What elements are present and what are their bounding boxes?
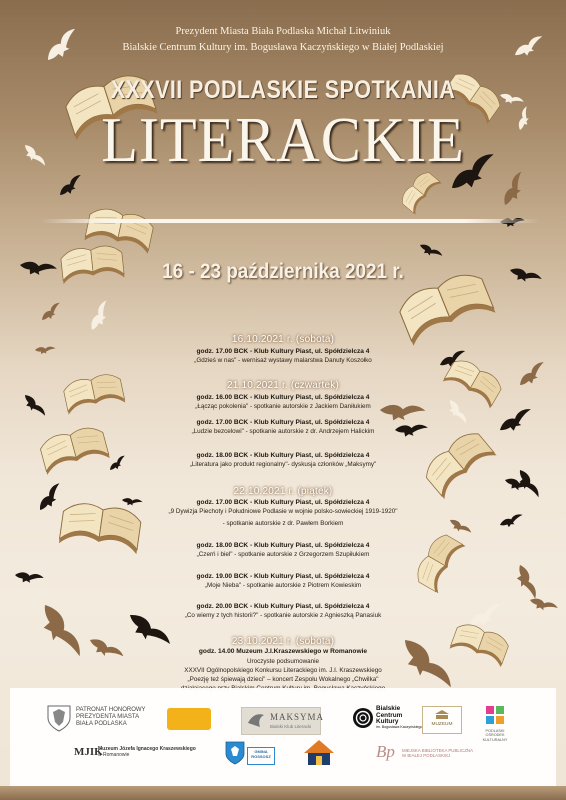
title-divider [40, 219, 540, 223]
pok-line: OŚRODEK [485, 733, 505, 738]
patronage-line: PREZYDENTA MIASTA [76, 713, 140, 720]
event-time: godz. 17.00 BCK - Klub Kultury Piast, ul. Spółdzielcza 4 [196, 348, 370, 355]
title-edition: XXXVII PODLASKIE SPOTKANIA [110, 76, 456, 104]
day-heading-1: 16.10.2021 r. (sobota) [231, 334, 335, 345]
event-time: godz. 16.00 BCK - Klub Kultury Piast, ul. Spółdzielcza 4 [196, 394, 370, 401]
bck-line: Kultury [376, 718, 399, 726]
event-time: godz. 18.00 BCK - Klub Kultury Piast, ul. Spółdzielcza 4 [196, 542, 370, 549]
library-line: W BIAŁEJ PODLASKIEJ [402, 753, 451, 759]
bird-icon [246, 711, 268, 731]
maksyma-title: MAKSYMA [270, 712, 325, 722]
patronage-line: PATRONAT HONOROWY [76, 707, 146, 713]
event-description: - spotkanie autorskie z dr. Pawłem Borkiem [222, 520, 344, 527]
coat-of-arms-icon [46, 704, 72, 732]
maksyma-logo [241, 707, 325, 735]
bck-line: Bialskie [376, 705, 401, 712]
sponsors-footer [10, 688, 556, 786]
kraszewski-line: Muzeum Józefa Ignacego Kraszewskiego [98, 746, 196, 752]
pok-line: PODLASKI [485, 729, 505, 733]
gmina-crest-icon [225, 741, 245, 765]
bck-logo-text [376, 706, 423, 730]
gmina-line: ROSSOSZ [251, 753, 271, 759]
day-heading-3: 22.10.2021 r. (piątek) [233, 486, 333, 497]
event-description: Uroczyste podsumowanie [246, 658, 320, 665]
day-heading-2: 21.10.2021 r. (czwartek) [226, 380, 340, 391]
event-description: „Literatura jako produkt regionalny"- dyskusja członków „Maksymy" [189, 461, 377, 468]
event-description: „Czerń i biel" - spotkanie autorskie z Grzegorzem Szupiłukiem [196, 551, 370, 558]
gmina-line: GMINA [254, 749, 268, 754]
kraszewski-line: w Romanowie [98, 751, 130, 758]
event-dates: 16 - 23 października 2021 r. [162, 260, 404, 283]
title-main: LITERACKIE [101, 104, 465, 175]
library-text [402, 748, 473, 758]
event-time: godz. 14.00 Muzeum J.I.Kraszewskiego w Romanowie [198, 648, 368, 655]
gmina-logo [247, 747, 275, 765]
kraszewski-museum-logo: MJIK [74, 746, 103, 758]
event-description: „Gdzieś w nas" - wernisaż wystawy malarstwa Danuty Koszołko [194, 357, 372, 364]
kraszewski-museum-text [98, 747, 196, 759]
event-time: godz. 17.00 BCK - Klub Kultury Piast, ul. Spółdzielcza 4 [196, 499, 370, 506]
pok-text [478, 729, 512, 742]
museum-icon [434, 710, 450, 720]
patronage-text [76, 707, 146, 728]
day-heading-4: 23.10.2021 r. (sobota) [231, 636, 335, 647]
organizer-line-2: Bialskie Centrum Kultury im. Bogusława Kaczyńskiego w Białej Podlaskiej [122, 42, 444, 53]
house-logo-icon [302, 737, 336, 767]
patronage-line: BIAŁA PODLASKA [76, 720, 127, 727]
event-time: godz. 18.00 BCK - Klub Kultury Piast, ul. Spółdzielcza 4 [196, 452, 370, 459]
bck-subtitle: im. Bogusława Kaczyńskiego [376, 725, 423, 730]
bck-line: Centrum [376, 711, 403, 719]
bck-spiral-icon [352, 707, 374, 729]
maksyma-subtitle: Bialski Klub Literacki [270, 724, 312, 729]
event-description: „Poezję też śpiewają dzieci" – koncert Zespołu Wokalnego „Chwilka" [187, 676, 379, 683]
event-time: godz. 20.00 BCK - Klub Kultury Piast, ul. Spółdzielcza 4 [196, 603, 370, 610]
muzeum-label: MUZEUM [431, 722, 453, 727]
organizer-line: Prezydent Miasta Biała Podlaska Michał Litwiniuk [175, 26, 391, 37]
event-description: „Co wiemy z tych historii?" - spotkanie autorskie z Agnieszką Panasiuk [184, 612, 382, 619]
sponsor-logo-yellow [167, 708, 211, 730]
event-description: „9 Dywizja Piechoty i Południowe Podlasie w wojnie polsko-sowieckiej 1919-1920" [168, 508, 398, 515]
event-description: „Moje Nieba" - spotkanie autorskie z Piotrem Kowieskim [204, 582, 362, 589]
library-line: MIEJSKA BIBLIOTEKA PUBLICZNA [402, 748, 474, 753]
muzeum-logo [422, 706, 462, 734]
library-logo-mark: Bp [376, 742, 395, 761]
event-time: godz. 17.00 BCK - Klub Kultury Piast, ul. Spółdzielcza 4 [196, 419, 370, 426]
bottom-band [0, 786, 566, 800]
event-time: godz. 19.00 BCK - Klub Kultury Piast, ul. Spółdzielcza 4 [196, 573, 370, 580]
pok-logo [484, 706, 506, 728]
event-description: „Łącząc pokolenia" - spotkanie autorskie z Jackiem Daniłukiem [195, 403, 371, 410]
pok-line: KULTURALNY [482, 737, 508, 742]
event-description: „Ludzie bezcelowi" - spotkanie autorskie z dr. Andrzejem Halickim [191, 428, 375, 435]
event-description: XXXVII Ogólnopolskiego Konkursu Literackiego im. J.I. Kraszewskiego [184, 667, 382, 674]
